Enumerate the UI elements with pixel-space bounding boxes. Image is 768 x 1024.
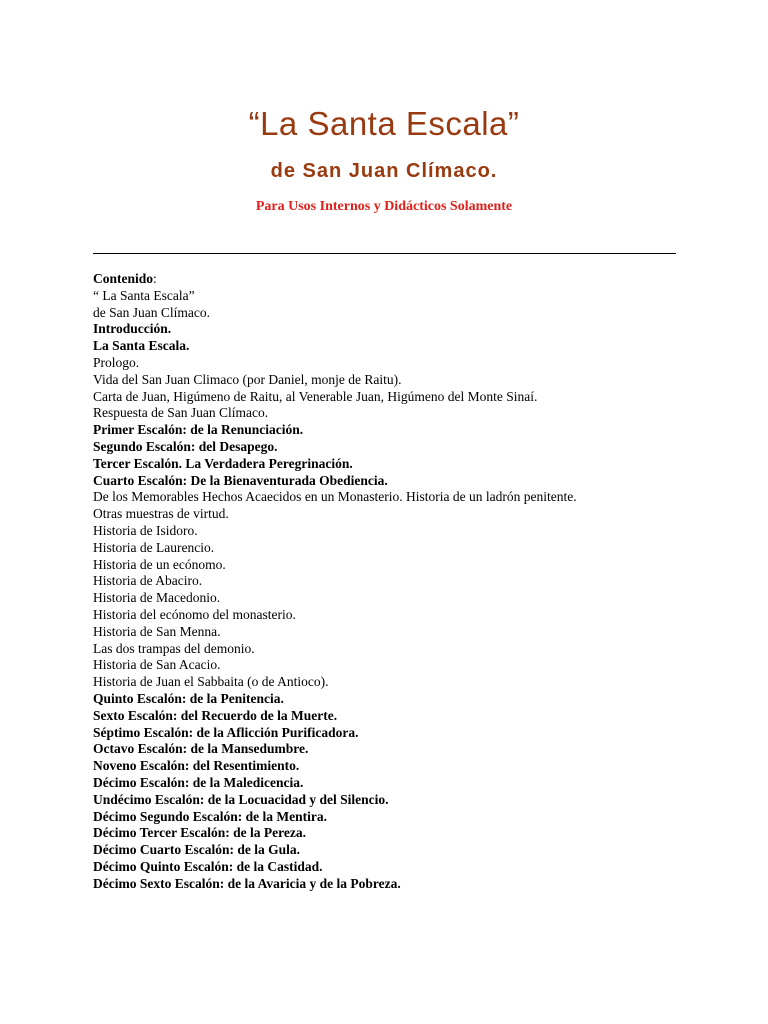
toc-chapter[interactable]: Tercer Escalón. La Verdadera Peregrinación.: [93, 455, 353, 471]
toc-entry[interactable]: Historia de Isidoro.: [93, 522, 198, 538]
toc-entry[interactable]: Carta de Juan, Higúmeno de Raitu, al Venerable Juan, Higúmeno del Monte Sinaí.: [93, 388, 538, 404]
toc-chapter[interactable]: Noveno Escalón: del Resentimiento.: [93, 758, 300, 774]
toc-heading: [93, 271, 676, 288]
toc-chapter[interactable]: Sexto Escalón: del Recuerdo de la Muerte.: [93, 707, 338, 723]
toc-entry[interactable]: Historia de Laurencio.: [93, 539, 215, 555]
toc-entry[interactable]: Historia de Juan el Sabbaita (o de Antioco).: [93, 674, 329, 690]
toc-entry[interactable]: Historia de Macedonio.: [93, 590, 221, 606]
toc-chapter[interactable]: La Santa Escala.: [93, 338, 190, 354]
horizontal-rule: [93, 253, 676, 254]
toc-entry[interactable]: Historia del ecónomo del monasterio.: [93, 606, 296, 622]
toc-chapter[interactable]: Décimo Quinto Escalón: de la Castidad.: [93, 858, 323, 874]
toc-entry[interactable]: Las dos trampas del demonio.: [93, 640, 255, 656]
toc-entry[interactable]: de San Juan Clímaco.: [93, 304, 210, 320]
toc-chapter[interactable]: Décimo Tercer Escalón: de la Pereza.: [93, 825, 306, 841]
toc-chapter[interactable]: Octavo Escalón: de la Mansedumbre.: [93, 741, 309, 757]
toc-entry[interactable]: Prologo.: [93, 354, 140, 370]
toc-chapter[interactable]: Décimo Cuarto Escalón: de la Gula.: [93, 842, 300, 858]
toc-entry[interactable]: De los Memorables Hechos Acaecidos en un Monasterio. Historia de un ladrón penitente.: [93, 489, 577, 505]
toc-chapter[interactable]: Décimo Escalón: de la Maledicencia.: [93, 774, 304, 790]
toc-chapter[interactable]: Introducción.: [93, 321, 172, 337]
toc-heading-label: Contenido: [93, 271, 154, 286]
document-title: “La Santa Escala”: [248, 105, 520, 142]
toc-entry[interactable]: Vida del San Juan Climaco (por Daniel, monje de Raitu).: [93, 371, 402, 387]
toc-chapter[interactable]: Primer Escalón: de la Renunciación.: [93, 422, 304, 438]
usage-notice: Para Usos Internos y Didácticos Solamente: [255, 199, 513, 214]
toc-entry[interactable]: Otras muestras de virtud.: [93, 506, 229, 522]
toc-entry[interactable]: Respuesta de San Juan Clímaco.: [93, 405, 269, 421]
toc-chapter[interactable]: Décimo Sexto Escalón: de la Avaricia y de la Pobreza.: [93, 875, 401, 891]
document-subtitle: de San Juan Clímaco.: [270, 160, 498, 182]
toc-chapter[interactable]: Segundo Escalón: del Desapego.: [93, 438, 278, 454]
toc-entry[interactable]: “ La Santa Escala”: [93, 287, 195, 303]
toc-chapter[interactable]: Quinto Escalón: de la Penitencia.: [93, 690, 284, 706]
toc-chapter[interactable]: Séptimo Escalón: de la Aflicción Purificadora.: [93, 724, 359, 740]
toc-heading-colon: :: [153, 271, 157, 286]
toc-entry[interactable]: Historia de Abaciro.: [93, 573, 203, 589]
toc-entry[interactable]: Historia de un ecónomo.: [93, 556, 226, 572]
table-of-contents: [93, 271, 676, 892]
toc-chapter[interactable]: Décimo Segundo Escalón: de la Mentira.: [93, 808, 327, 824]
toc-entry[interactable]: Historia de San Menna.: [93, 623, 221, 639]
toc-entry[interactable]: Historia de San Acacio.: [93, 657, 221, 673]
toc-chapter[interactable]: Undécimo Escalón: de la Locuacidad y del Silencio.: [93, 791, 389, 807]
toc-chapter[interactable]: Cuarto Escalón: De la Bienaventurada Obediencia.: [93, 472, 388, 488]
